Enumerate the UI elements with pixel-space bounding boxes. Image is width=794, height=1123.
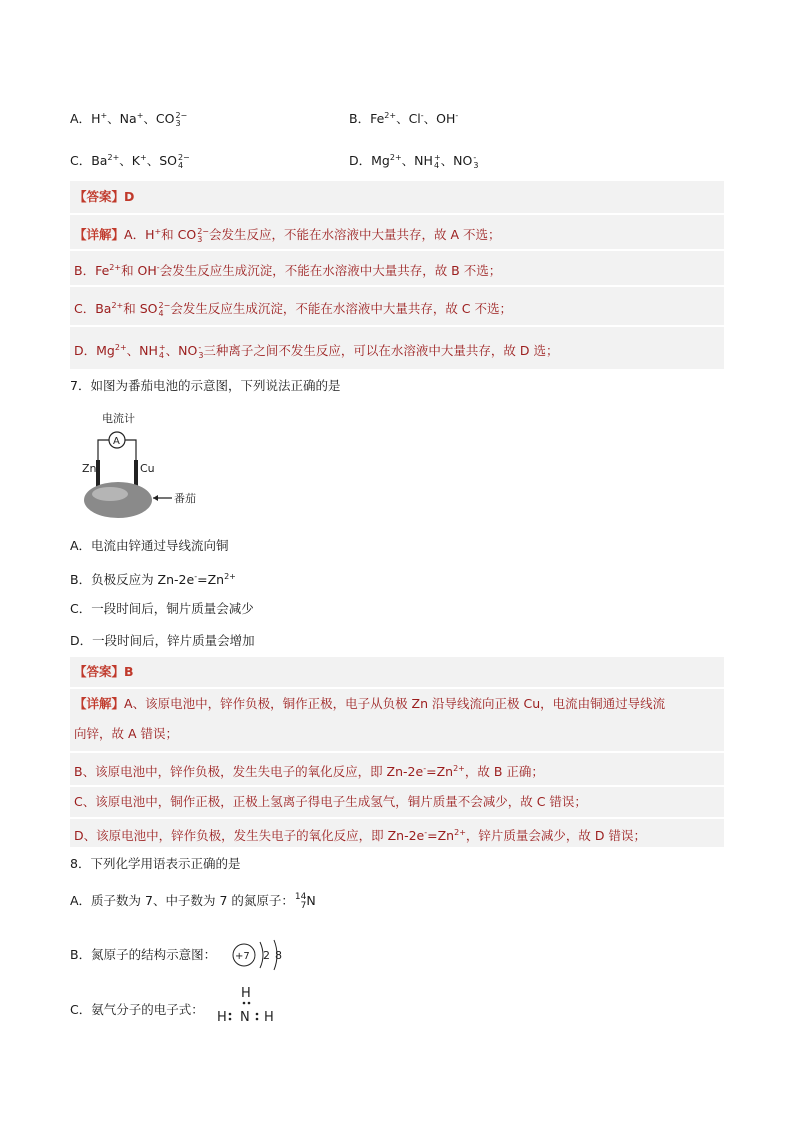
q6-option-d: D．$Mg^{2+}$、NH + 4 、NO - 3 — [349, 152, 479, 170]
shell-1-count: 2 — [263, 949, 270, 962]
tomato-label: 番茄 — [174, 492, 196, 505]
copper-label: Cu — [140, 462, 155, 475]
tomato-battery-figure — [80, 408, 220, 526]
q6-detail-line-1: 【详解】A．H+和 CO 2− 3 会发生反应，不能在水溶液中大量共存，故 A 不选； — [70, 215, 724, 249]
q6-detail-line-4: D．$Mg^{2+}$、NH + 4 、NO - 3 三种离子之间不发生反应，可以在水溶液中大量共存，故 D 选； — [70, 327, 724, 369]
q6-answer: 【答案】D — [70, 181, 724, 213]
q7-option-a: A．电流由锌通过导线流向铜 — [70, 538, 229, 553]
hydrogen-right: H — [264, 1010, 274, 1025]
nucleus-charge: +7 — [235, 951, 250, 962]
nitrogen-atom-diagram — [230, 930, 300, 976]
q7-option-c: C．一段时间后，铜片质量会减少 — [70, 601, 254, 616]
q7-detail-d: D、该原电池中，锌作负极，发生失电子的氧化反应，即 $Zn-2e^-=Zn^{2+}$，锌片质量会减少，故 D 错误； — [70, 819, 724, 847]
ammeter-symbol: A — [113, 436, 120, 447]
hydrogen-left: H — [217, 1010, 227, 1025]
q7-option-d: D．一段时间后，锌片质量会增加 — [70, 633, 255, 648]
q6-option-b: B．$Fe^{2+}$、Cl-、OH- — [349, 111, 459, 127]
ammeter-label: 电流计 — [102, 412, 135, 425]
tomato-highlight — [92, 487, 128, 501]
q8-option-a: A．质子数为 7、中子数为 7 的氮原子： 14 7 N — [70, 891, 316, 911]
q6-option-c: C．$Ba^{2+}$、K+、SO 2− 4 — [70, 152, 190, 170]
q7-answer: 【答案】B — [70, 657, 724, 687]
q7-detail-b: B、该原电池中，锌作负极，发生失电子的氧化反应，即 $Zn-2e^-=Zn^{2+}$，故 B 正确； — [70, 753, 724, 785]
q7-option-b: B．负极反应为 $Zn-2e^-=Zn^{2+}$ — [70, 572, 236, 588]
q8-stem: 8．下列化学用语表示正确的是 — [70, 856, 241, 871]
ammonia-electron-formula — [214, 985, 284, 1029]
nitrogen-center: N — [240, 1010, 250, 1025]
q7-detail-c: C、该原电池中，铜作正极，正极上氢离子得电子生成氢气，铜片质量不会减少，故 C 错误； — [70, 787, 724, 817]
q7-stem: 7．如图为番茄电池的示意图，下列说法正确的是 — [70, 378, 341, 393]
zinc-label: Zn — [82, 462, 97, 475]
q7-detail-a: 【详解】A、该原电池中，锌作负极，铜作正极，电子从负极 Zn 沿导线流向正极 Cu，电流由铜通过导线流 向锌，故 A 错误； — [70, 689, 724, 751]
q6-option-a: A．H+、Na+、CO 2− 3 — [70, 110, 188, 128]
q6-detail-line-2: B．$Fe^{2+}$和 OH-会发生反应生成沉淀，不能在水溶液中大量共存，故 B 不选； — [70, 251, 724, 285]
arrow-head-icon — [153, 495, 158, 501]
q6-detail-line-3: C．$Ba^{2+}$和 SO 2− 4 会发生反应生成沉淀，不能在水溶液中大量共存，故 C 不选； — [70, 287, 724, 325]
hydrogen-top: H — [241, 986, 251, 1001]
shell-2-count: 8 — [275, 949, 282, 962]
